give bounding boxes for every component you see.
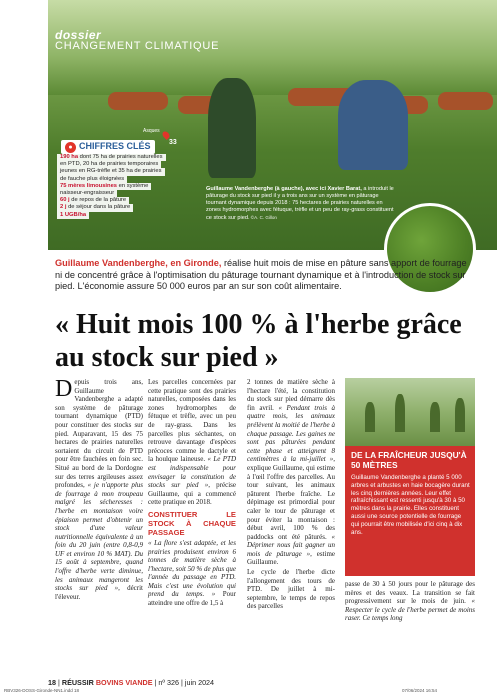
print-slug [0,688,497,695]
key-figure-line: 1 UGB/ha [57,212,89,219]
key-figures-icon: ● [65,142,76,153]
department-number: 33 [169,139,177,146]
page-number: 18 [48,678,56,687]
cow [108,92,168,110]
article-headline: « Huit mois 100 % à l'herbe grâce au stock sur pied » [55,309,462,373]
photo-caption: Guillaume Vandenberghe (à gauche), avec ici Xavier Barat, a introduit le pâturage du stock sur pied il y a trois ans sur un système en pâturage tournant dynamique depuis 2018 : 75 hectares de prairies naturelles en zones hydromorphes avec fétuque, trèfle et un peu de ray-grass constituent ce stock sur pied. ©A. C. Gillon [206,186,394,221]
sidebar-text: Guillaume Vandenberghe a planté 5 000 arbres et arbustes en haie bocagère durant les cinq dernières années. Leur effet rafraîchissant est ressenti jusqu'à 30 à 50 mètres dans la prairie. Elles constituent aussi une source potentielle de fourrage qui pourrait être mobilisée d'ici cinq à dix ans. [351,474,470,536]
sidebar-box [345,446,475,576]
key-figure-line: naisseur-engraisseur [57,190,117,197]
file-slug: RBV326-DOSS-Gironde-NN1.indd 18 [4,688,80,693]
page-footer: 18 | RÉUSSIR BOVINS VIANDE | nº 326 | juin 2024 [48,678,215,687]
print-date: 07/06/2024 16:54 [402,688,438,693]
photo-credit: ©A. C. Gillon [249,215,277,220]
issue-info: | nº 326 | juin 2024 [152,678,215,687]
key-figures-box [55,128,197,242]
key-figures-title: ● CHIFFRES CLÉS [61,140,155,154]
key-figure-line: jeunes en RG-trèfle et 35 ha de prairies [57,168,165,175]
farmer-figure [208,78,256,178]
section-subhead: CONSTITUER LE STOCK À CHAQUE PASSAGE [148,509,236,537]
rubric-dossier: dossier [55,28,102,42]
body-column-3: 2 tonnes de matière sèche à l'hectare l'été, la constitution du stock sur pied démarre dès fin avril. « Pendant trois à quatre mois, les animaux prélèvent la moitié de l'herbe à chaque passage. Les gaines ne sont pas pâturées pendant cette phase et atteignent 8 centimètres à la mi-juillet », explique Guillaume, qui estime à l'œil l'offre des parcelles. Au tour suivant, les animaux pâturent l'herbe fraîche. Le dépimage est primordial pour caler le tour de pâturage et pour éviter la montaison : début avril, 100 % des paddocks ont été pâturés. « Déprimer nous fait gagner un mois de pâturage », estime Guillaume. Le cycle de l'herbe dicte l'allongement des tours de PTD. De juillet à mi-septembre, le temps de repos des parcelles [247,378,336,611]
sidebar-title: DE LA FRAÎCHEUR JUSQU'À 50 MÈTRES [351,450,467,470]
key-figure-line: 2 j de séjour dans la pâture [57,204,133,211]
key-figure-line: de fauche plus éloignées [57,176,127,183]
advisor-figure [338,80,408,170]
page-margin [0,0,48,688]
key-figure-line: en PTD, 20 ha de prairies temporaires [57,161,161,168]
body-column-2: Les parcelles concernées par cette pratique sont des prairies naturelles, composées dans les zones hydromorphes de fétuque et trèfle, avec un peu de ray-grass. Dans les parcelles plus séchantes, on retrouve davantage d'espèces précoces comme le dactyle et la houlque laineuse. « Le PTD est indispensable pour envisager la constitution de stocks sur pied », précise Guillaume, qui a commencé cette pratique en 2018. CONSTITUER LE STOCK À CHAQUE PASSAGE « La flore s'est adaptée, et les prairies produisent environ 6 tonnes de matière sèche à l'hectare, soit 50 % de plus que l'année du passage en PTD. Mais c'est une évolution qui prend du temps. » Pour atteindre une offre de 1,5 à [148,378,236,608]
hedge-photo [345,378,475,446]
drop-cap: D [55,376,73,402]
key-figures-list [57,154,199,219]
rubric-theme: CHANGEMENT CLIMATIQUE [55,40,220,52]
section-rubric [55,28,219,52]
key-figure-line: 75 mères limousines en système [57,183,151,190]
body-column-1: Depuis trois ans, Guillaume Vandenberghe a adapté son système de pâturage tournant dynamique (PTD) pour constituer des stocks sur pied. Auparavant, 15 des 75 hectares de prairies naturelles sortaient du circuit de PTD pour être fauchées en foin sec. Situé au bord de la Dordogne sur des terres argileuses assez profondes, « je n'apporte plus de fourrage à mon troupeau malgré les sécheresses : l'herbe en montaison voire épiaison permet d'obtenir un stock d'une valeur nutritionnelle équivalente à un foin du 20 juin (entre 0,8-0,9 UF et environ 10 % MAT). Du 15 août à septembre, quand l'offre d'herbe verte diminue, les animaux mangeront les stocks sur pied », décrit l'éleveur. [55,376,144,601]
cow [438,92,493,110]
body-column-4: passe de 30 à 50 jours pour le pâturage des mères et des veaux. La transition se fait progressivement sur le mois de juin. « Respecter le cycle de l'herbe permet de moins raser. Ce temps long [345,580,475,623]
article-intro: Guillaume Vandenberghe, en Gironde, réalise huit mois de mise en pâture sans apport de fourrage ni de concentré grâce à l'optimisation du pâturage tournant dynamique et à l'introduction de stock sur pied. L'économie assure 50 000 euros par an sur son coût alimentaire. [55,258,467,291]
key-figure-line: 60 j de repos de la pâture [57,197,129,204]
map-location-label: Asques [143,128,160,134]
key-figure-line: 190 ha dont 75 ha de prairies naturelles [57,154,166,161]
magazine-name: RÉUSSIR BOVINS VIANDE [61,678,153,687]
